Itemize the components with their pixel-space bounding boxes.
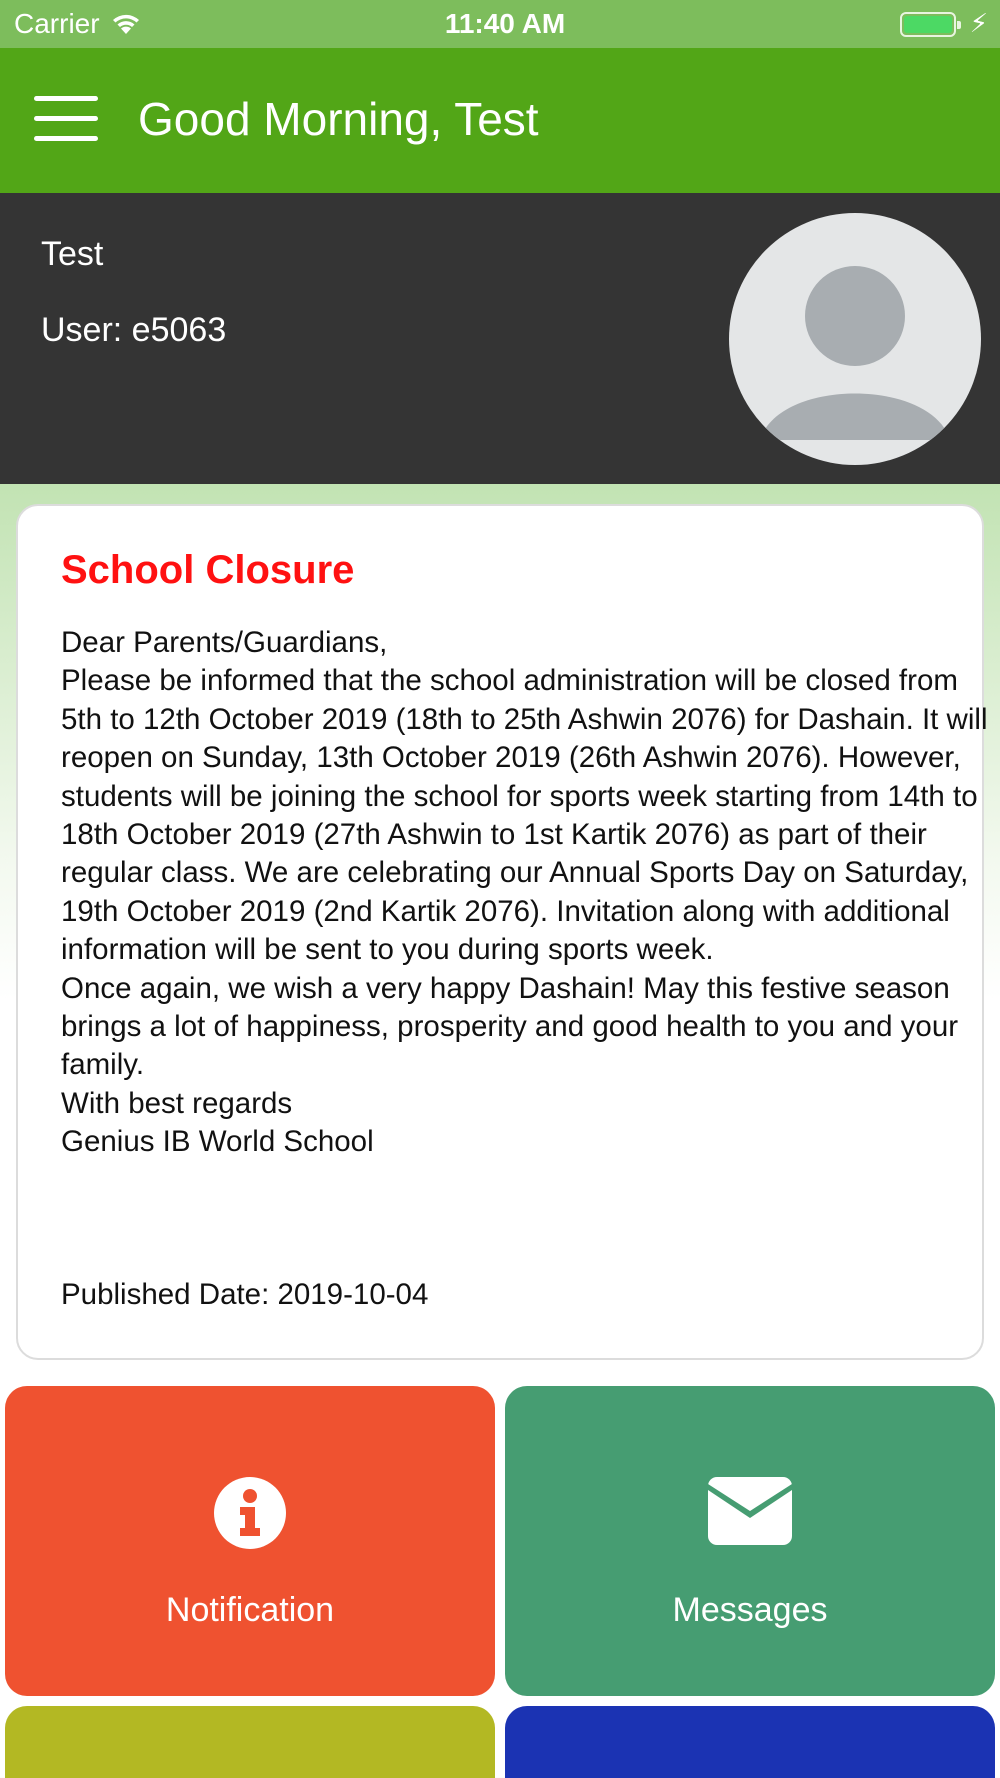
notice-body: Dear Parents/Guardians, Please be informed that the school administration will be closed from 5th to 12th October 2019 (18th to 25th Ashwin 2076) for Dashain. It will reopen on Sunday, 13th October 2019 (26th Ashwin 2076). However, students will be joining the school for sports week starting from 14th to 18th October 2019 (27th Ashwin to 1st Kartik 2076) as part of their regular class. We are celebrating our Annual Sports Day on Saturday, 19th October 2019 (2nd Kartik 2076). Invitation along with additional information will be sent to you during sports week. Once again, we wish a very happy Dashain! May this festive season brings a lot of happiness, prosperity and good health to you and your family. With best regards Genius IB World School bbox=[61, 626, 988, 1159]
profile-panel bbox=[0, 193, 1000, 484]
battery-icon bbox=[900, 12, 956, 37]
notification-tile[interactable] bbox=[5, 1386, 495, 1696]
status-time: 11:40 AM bbox=[444, 8, 566, 39]
status-bar bbox=[0, 0, 1000, 48]
notice-title: School Closure bbox=[61, 548, 355, 592]
profile-name: Test bbox=[41, 235, 104, 273]
app-header bbox=[0, 48, 1000, 193]
avatar[interactable] bbox=[729, 213, 981, 465]
notification-label: Notification bbox=[165, 1591, 335, 1629]
profile-user-id: User: e5063 bbox=[41, 311, 227, 349]
envelope-icon bbox=[707, 1476, 793, 1546]
carrier-label: Carrier bbox=[14, 8, 100, 39]
messages-tile[interactable] bbox=[505, 1386, 995, 1696]
messages-label: Messages bbox=[672, 1591, 828, 1629]
hamburger-menu-icon[interactable] bbox=[34, 96, 98, 144]
notice-card[interactable] bbox=[16, 504, 988, 1360]
default-avatar-icon bbox=[729, 213, 981, 465]
notice-published-date: Published Date: 2019-10-04 bbox=[61, 1278, 429, 1311]
menu-tile-4[interactable] bbox=[505, 1706, 995, 1778]
info-icon bbox=[213, 1476, 287, 1550]
charging-bolt-icon: ⚡ bbox=[969, 8, 988, 38]
greeting-title: Good Morning, Test bbox=[138, 93, 539, 145]
menu-tile-3[interactable] bbox=[5, 1706, 495, 1778]
